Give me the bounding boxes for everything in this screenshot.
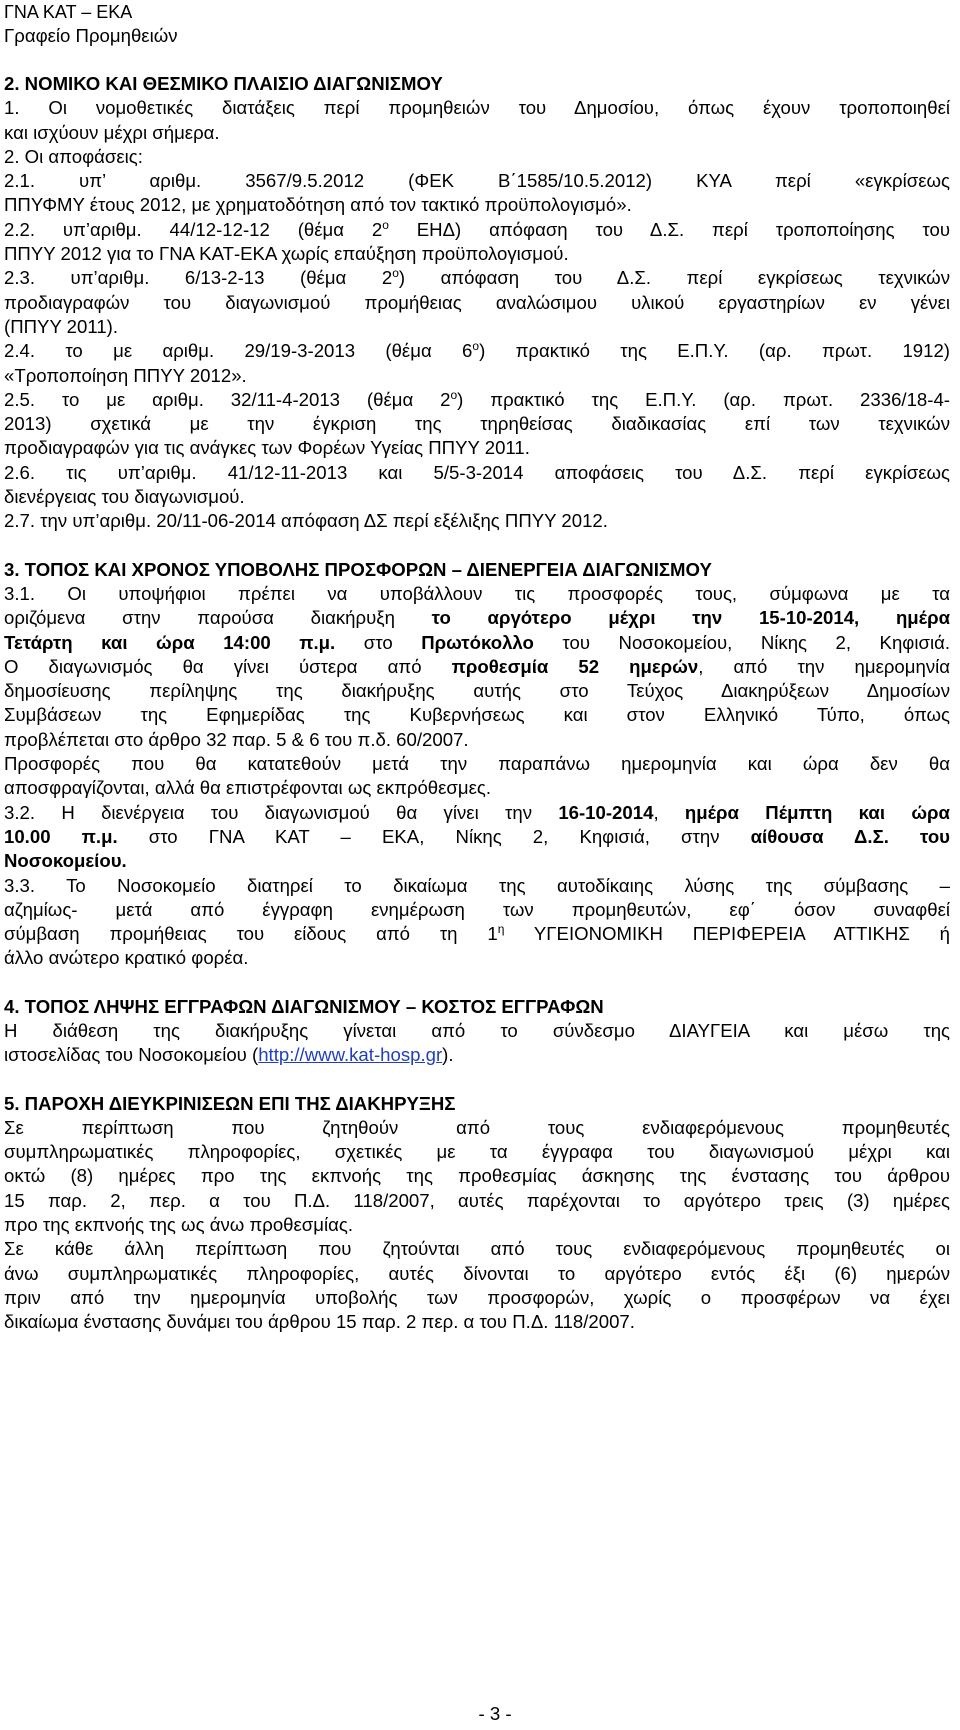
text-run: 2.4. το με αριθμ. 29/19-3-2013 (θέμα 6	[4, 340, 473, 362]
paragraph-line: 2.7. την υπ’αριθμ. 20/11-06-2014 απόφαση ΔΣ περί εξέλιξης ΠΠΥΥ 2012.	[4, 510, 608, 532]
section-legal-framework	[4, 72, 950, 534]
text-run: 3.2. Η διενέργεια του διαγωνισμού θα γίνει την	[4, 801, 559, 823]
paragraph-line: 2.1. υπ’ αριθμ. 3567/9.5.2012 (ΦΕΚ Β΄1585/10.5.2012) ΚΥΑ περί «εγκρίσεως	[4, 170, 950, 192]
superscript: ο	[472, 339, 480, 354]
paragraph-line	[4, 606, 950, 630]
paragraph-line	[4, 1043, 950, 1067]
paragraph-line: και ισχύουν μέχρι σήμερα.	[4, 121, 220, 143]
paragraph-line: «Τροποποίηση ΠΠΥΥ 2012».	[4, 364, 247, 386]
paragraph-line: Προσφορές που θα κατατεθούν μετά την παραπάνω ημερομηνία και ώρα δεν θα	[4, 753, 950, 775]
paragraph-line	[4, 825, 950, 849]
paragraph-line: άλλο ανώτερο κρατικό φορέα.	[4, 947, 249, 969]
paragraph-line: Σε περίπτωση που ζητηθούν από τους ενδιαφερόμενους προμηθευτές	[4, 1116, 950, 1138]
paragraph-line	[4, 339, 950, 363]
hospital-website-link[interactable]: http://www.kat-hosp.gr	[258, 1044, 443, 1066]
paragraph-line: 15 παρ. 2, περ. α του Π.Δ. 118/2007, αυτές παρέχονται το αργότερο τρεις (3) ημέρες	[4, 1189, 950, 1211]
header-organization: ΓΝΑ ΚΑΤ – ΕΚΑ	[4, 2, 133, 22]
header-department: Γραφείο Προμηθειών	[4, 25, 178, 46]
paragraph-line	[4, 266, 950, 290]
text-run: του Νοσοκομείου, Νίκης 2, Κηφισιά.	[533, 631, 951, 653]
paragraph-line: (ΠΠΥΥ 2011).	[4, 315, 119, 337]
paragraph-line: 2013) σχετικά με την έγκριση της τηρηθείσας διαδικασίας επί των τεχνικών	[4, 413, 950, 435]
paragraph-line: προ της εκπνοής της ως άνω προθεσμίας.	[4, 1214, 354, 1236]
document-header	[4, 0, 950, 48]
paragraph-line: οκτώ (8) ημέρες προ της εκπνοής της προθεσμίας άσκησης της ένστασης του άρθρου	[4, 1165, 950, 1187]
date-bold: 16-10-2014	[558, 801, 654, 823]
paragraph-line: ΠΠΥΦΜΥ έτους 2012, με χρηματοδότηση από τον τακτικό προϋπολογισμό».	[4, 194, 632, 216]
text-run: σύμβαση προμήθειας του είδους από τη 1	[4, 923, 498, 945]
paragraph-line	[4, 631, 950, 655]
day-bold: ημέρα Πέμπτη και ώρα	[684, 801, 950, 823]
paragraph-line: διενέργειας του διαγωνισμού.	[4, 486, 245, 508]
paragraph-line: άνω συμπληρωματικές πληροφορίες, αυτές δίνονται το αργότερο εντός έξι (6) ημερών	[4, 1262, 950, 1284]
paragraph-line: προβλέπεται στο άρθρο 32 παρ. 5 & 6 του π.δ. 60/2007.	[4, 728, 469, 750]
paragraph-line: ΠΠΥΥ 2012 για το ΓΝΑ ΚΑΤ-ΕΚΑ χωρίς επαύξηση προϋπολογισμού.	[4, 243, 569, 265]
text-run: οριζόμενα στην παρούσα διακήρυξη	[4, 607, 432, 629]
paragraph-line: 1. Οι νομοθετικές διατάξεις περί προμηθειών του Δημοσίου, όπως έχουν τροποποιηθεί	[4, 97, 950, 119]
paragraph-line: 3.1. Οι υποψήφιοι πρέπει να υποβάλλουν τις προσφορές τους, σύμφωνα με τα	[4, 582, 950, 604]
text-run: 2.3. υπ’αριθμ. 6/13-2-13 (θέμα 2	[4, 267, 393, 289]
superscript: ο	[392, 266, 399, 281]
text-run: στο	[335, 631, 422, 653]
text-run: 2.2. υπ’αριθμ. 44/12-12-12 (θέμα 2	[4, 218, 383, 240]
deadline-bold: το αργότερο μέχρι την 15-10-2014, ημέρα	[431, 607, 951, 629]
paragraph-line: Σε κάθε άλλη περίπτωση που ζητούνται από τους ενδιαφερόμενους προμηθευτές οι	[4, 1238, 950, 1260]
paragraph-line	[4, 922, 950, 946]
paragraph-line: προδιαγραφών του διαγωνισμού προμήθειας αναλώσιμου υλικού εργαστηρίων εν γένει	[4, 291, 950, 313]
text-run: ) απόφαση του Δ.Σ. περί εγκρίσεως τεχνικών	[398, 267, 950, 289]
paragraph-line: προδιαγραφών για τις ανάγκες των Φορέων Υγείας ΠΠΥΥ 2011.	[4, 437, 530, 459]
superscript: η	[497, 921, 505, 936]
text-run: ΕΗΔ) απόφαση του Δ.Σ. περί τροποποίησης του	[388, 218, 951, 240]
paragraph-line	[4, 388, 950, 412]
section-submission-time-place	[4, 558, 950, 971]
paragraph-line	[4, 218, 950, 242]
time-bold: 10.00 π.μ.	[4, 825, 118, 847]
paragraph-line: δικαίωμα ένστασης δυνάμει του άρθρου 15 παρ. 2 περ. α του Π.Δ. 118/2007.	[4, 1311, 635, 1333]
protocol-bold: Πρωτόκολλο	[421, 631, 534, 653]
section-documents-cost	[4, 995, 950, 1068]
deadline-time-bold: Τετάρτη και ώρα 14:00 π.μ.	[4, 631, 336, 653]
paragraph-line: αζημίως- μετά από έγγραφη ενημέρωση των προμηθευτών, εφ΄ όσον συναφθεί	[4, 898, 950, 920]
page-number: - 3 -	[478, 1703, 512, 1724]
text-run: , από την ημερομηνία	[698, 655, 951, 677]
section-title: 4. ΤΟΠΟΣ ΛΗΨΗΣ ΕΓΓΡΑΦΩΝ ΔΙΑΓΩΝΙΣΜΟΥ – ΚΟΣΤΟΣ ΕΓΓΡΑΦΩΝ	[4, 995, 604, 1017]
paragraph-line	[4, 849, 950, 873]
room-bold: Νοσοκομείου.	[4, 850, 127, 872]
paragraph-line: 2. Οι αποφάσεις:	[4, 145, 143, 167]
section-clarifications	[4, 1092, 950, 1335]
paragraph-line: 3.3. Το Νοσοκομείο διατηρεί το δικαίωμα της αυτοδίκαιης λύσης της σύμβασης –	[4, 874, 950, 896]
text-run: ) πρακτικό της Ε.Π.Υ. (αρ. πρωτ. 1912)	[479, 340, 951, 362]
text-run: ιστοσελίδας του Νοσοκομείου (	[4, 1044, 259, 1066]
room-bold: αίθουσα Δ.Σ. του	[750, 825, 950, 847]
paragraph-line: αποσφραγίζονται, αλλά θα επιστρέφονται ως εκπρόθεσμες.	[4, 777, 492, 799]
text-run: στο ΓΝΑ ΚΑΤ – ΕΚΑ, Νίκης 2, Κηφισιά, στην	[117, 825, 751, 847]
superscript: ο	[382, 217, 389, 232]
section-title: 2. ΝΟΜΙΚΟ ΚΑΙ ΘΕΣΜΙΚΟ ΠΛΑΙΣΙΟ ΔΙΑΓΩΝΙΣΜΟΥ	[4, 73, 443, 94]
text-run: 2.5. το με αριθμ. 32/11-4-2013 (θέμα 2	[4, 388, 451, 410]
paragraph-line: 2.6. τις υπ’αριθμ. 41/12-11-2013 και 5/5-3-2014 αποφάσεις του Δ.Σ. περί εγκρίσεως	[4, 461, 950, 483]
text-run: ).	[442, 1044, 454, 1066]
superscript: ο	[450, 387, 458, 402]
deadline-days-bold: προθεσμία 52 ημερών	[451, 655, 699, 677]
paragraph-line	[4, 801, 950, 825]
paragraph-line	[4, 655, 950, 679]
paragraph-line: δημοσίευσης περίληψης της διακήρυξης αυτής στο Τεύχος Διακηρύξεων Δημοσίων	[4, 680, 950, 702]
section-title: 3. ΤΟΠΟΣ ΚΑΙ ΧΡΟΝΟΣ ΥΠΟΒΟΛΗΣ ΠΡΟΣΦΟΡΩΝ – ΔΙΕΝΕΡΓΕΙΑ ΔΙΑΓΩΝΙΣΜΟΥ	[4, 558, 712, 580]
paragraph-line: Η διάθεση της διακήρυξης γίνεται από το σύνδεσμο ΔΙΑΥΓΕΙΑ και μέσω της	[4, 1019, 950, 1041]
paragraph-line: συμπληρωματικές πληροφορίες, σχετικές με τα έγγραφα του διαγωνισμού μέχρι και	[4, 1141, 950, 1163]
text-run: Ο διαγωνισμός θα γίνει ύστερα από	[4, 655, 452, 677]
paragraph-line: πριν από την ημερομηνία υποβολής των προσφορών, χωρίς ο προσφέρων να έχει	[4, 1286, 950, 1308]
text-run: ΥΓΕΙΟΝΟΜΙΚΗ ΠΕΡΙΦΕΡΕΙΑ ΑΤΤΙΚΗΣ ή	[504, 923, 950, 945]
paragraph-line: Συμβάσεων της Εφημερίδας της Κυβερνήσεως και στον Ελληνικό Τύπο, όπως	[4, 704, 950, 726]
text-run: ) πρακτικό της Ε.Π.Υ. (αρ. πρωτ. 2336/18-4-	[457, 388, 950, 410]
section-title: 5. ΠΑΡΟΧΗ ΔΙΕΥΚΡΙΝΙΣΕΩΝ ΕΠΙ ΤΗΣ ΔΙΑΚΗΡΥΞΗΣ	[4, 1092, 456, 1114]
page-footer	[0, 1702, 960, 1726]
text-run: ,	[653, 801, 685, 823]
